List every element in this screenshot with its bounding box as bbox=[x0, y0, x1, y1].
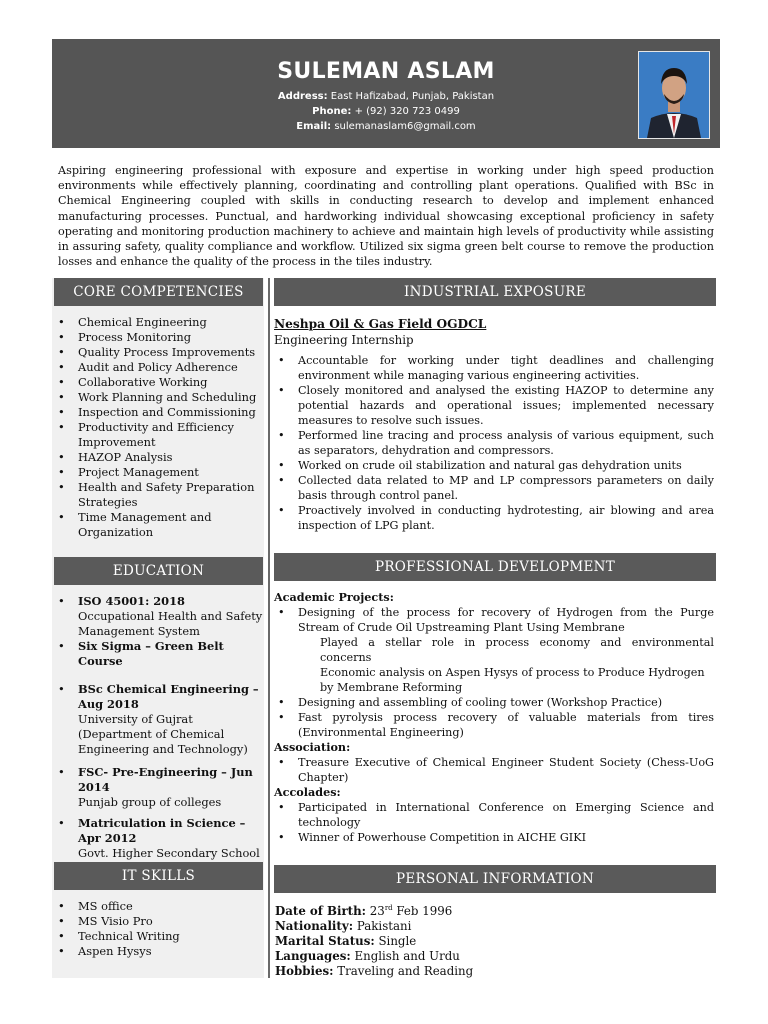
education-item-bsc bbox=[54, 682, 266, 757]
accolades-label: Accolades: bbox=[274, 785, 341, 799]
professional-development-section bbox=[274, 590, 714, 845]
project-subpoint: Played a stellar role in process economy and environmental concerns bbox=[320, 636, 714, 664]
professional-development-heading: PROFESSIONAL DEVELOPMENT bbox=[274, 553, 716, 581]
languages-label: Languages: bbox=[275, 948, 351, 963]
competency-item: • Health and Safety Preparation Strategies bbox=[54, 480, 266, 510]
accolade-item bbox=[274, 830, 714, 845]
accolades-list bbox=[274, 800, 714, 845]
duty-item: • Accountable for working under tight deadlines and challenging environment while managing various engineering activities. bbox=[274, 353, 714, 383]
core-competencies-list bbox=[54, 315, 266, 540]
project-item bbox=[274, 710, 714, 740]
it-skill-item: • Aspen Hysys bbox=[54, 944, 266, 959]
duty-item: • Closely monitored and analysed the existing HAZOP to determine any potential hazards and operational issues; implemented necessary measures to resolve such issues. bbox=[274, 383, 714, 428]
column-divider bbox=[268, 278, 270, 978]
competency-item: • Time Management and Organization bbox=[54, 510, 266, 540]
it-skill-item: • MS office bbox=[54, 899, 266, 914]
phone-line bbox=[52, 106, 720, 117]
industrial-duties-list bbox=[274, 353, 714, 533]
duty-item: • Collected data related to MP and LP compressors parameters on daily basis through control panel. bbox=[274, 473, 714, 503]
education-heading: EDUCATION bbox=[54, 557, 263, 585]
academic-projects-label: Academic Projects: bbox=[274, 590, 394, 604]
languages-value: English and Urdu bbox=[350, 948, 460, 963]
phone-value: + (92) 320 723 0499 bbox=[351, 106, 460, 117]
dob-row bbox=[275, 901, 715, 919]
competency-item: • Audit and Policy Adherence bbox=[54, 360, 266, 375]
company-name: Neshpa Oil & Gas Field OGDCL bbox=[274, 317, 487, 331]
it-skill-item: • MS Visio Pro bbox=[54, 914, 266, 929]
resume-header bbox=[52, 39, 720, 148]
academic-projects-list-continued bbox=[274, 695, 714, 740]
duty-item: • Performed line tracing and process analysis of various equipment, such as separators, dehydration and compressors. bbox=[274, 428, 714, 458]
dob-day: 23 bbox=[366, 903, 385, 918]
address-label: Address: bbox=[277, 91, 328, 102]
hobbies-row bbox=[275, 964, 715, 979]
nationality-label: Nationality: bbox=[275, 918, 354, 933]
competency-item: • Chemical Engineering bbox=[54, 315, 266, 330]
dob-suffix: rd bbox=[384, 904, 393, 912]
job-role: Engineering Internship bbox=[274, 333, 414, 347]
industrial-exposure-section bbox=[274, 316, 714, 533]
address-value: East Hafizabad, Punjab, Pakistan bbox=[327, 91, 495, 102]
marital-value: Single bbox=[374, 933, 417, 948]
project-text: Fast pyrolysis process recovery of valuable materials from tires (Environmental Engineering) bbox=[298, 711, 714, 739]
marital-row bbox=[275, 934, 715, 949]
competency-item: • Collaborative Working bbox=[54, 375, 266, 390]
nationality-row bbox=[275, 919, 715, 934]
dob-label: Date of Birth: bbox=[275, 903, 367, 918]
hobbies-value: Traveling and Reading bbox=[333, 963, 474, 978]
academic-projects-list bbox=[274, 605, 714, 635]
marital-label: Marital Status: bbox=[275, 933, 375, 948]
education-detail: Punjab group of colleges bbox=[78, 795, 222, 809]
hobbies-label: Hobbies: bbox=[275, 963, 334, 978]
project-item bbox=[274, 605, 714, 635]
profile-photo bbox=[638, 51, 710, 139]
dob-month-year: Feb 1996 bbox=[392, 903, 453, 918]
email-label: Email: bbox=[296, 121, 332, 132]
education-detail: Govt. Higher Secondary School bbox=[78, 846, 260, 860]
competency-item: • Work Planning and Scheduling bbox=[54, 390, 266, 405]
education-title: BSc Chemical Engineering – Aug 2018 bbox=[78, 682, 259, 711]
personal-information-section bbox=[275, 901, 715, 979]
core-competencies-section bbox=[54, 315, 266, 540]
competency-item: • HAZOP Analysis bbox=[54, 450, 266, 465]
association-text: Treasure Executive of Chemical Engineer Student Society (Chess-UoG Chapter) bbox=[298, 756, 714, 784]
it-skills-list bbox=[54, 899, 266, 959]
project-text: Designing and assembling of cooling tower (Workshop Practice) bbox=[298, 696, 663, 709]
email-line bbox=[52, 121, 720, 132]
competency-item: • Inspection and Commissioning bbox=[54, 405, 266, 420]
education-item-fsc bbox=[54, 765, 266, 810]
education-title: FSC- Pre-Engineering – Jun 2014 bbox=[78, 765, 253, 794]
association-list bbox=[274, 755, 714, 785]
email-value: sulemanaslam6@gmail.com bbox=[331, 121, 476, 132]
duty-item: • Worked on crude oil stabilization and natural gas dehydration units bbox=[274, 458, 714, 473]
candidate-name: SULEMAN ASLAM bbox=[277, 59, 495, 84]
education-title: ISO 45001: 2018 bbox=[78, 594, 185, 608]
address-line bbox=[52, 91, 720, 102]
association-item bbox=[274, 755, 714, 785]
association-label: Association: bbox=[274, 740, 351, 754]
competency-item: • Process Monitoring bbox=[54, 330, 266, 345]
nationality-value: Pakistani bbox=[353, 918, 412, 933]
professional-summary: Aspiring engineering professional with exposure and expertise in working under high speed production environments while effectively planning, coordinating and controlling plant operations. Qualified with BSc in Chemical Engineering coupled with skills in conducting research to develop and implement enhanced manufacturing processes. Punctual, and hardworking individual showcasing exceptional proficiency in safety operating and monitoring production machinery to achieve and maintain high levels of productivity while assisting in assuring safety, quality compliance and workflow. Utilized six sigma green belt course to remove the production losses and enhance the quality of the process in the tiles industry. bbox=[58, 164, 714, 269]
education-list bbox=[54, 594, 266, 861]
project-text: Designing of the process for recovery of Hydrogen from the Purge Stream of Crude Oil Upstreaming Plant Using Membrane bbox=[298, 606, 714, 634]
education-detail: University of Gujrat (Department of Chemical Engineering and Technology) bbox=[78, 712, 248, 756]
accolade-item bbox=[274, 800, 714, 830]
duty-item: • Proactively involved in conducting hydrotesting, air blowing and area inspection of LPG plant. bbox=[274, 503, 714, 533]
accolade-text: Winner of Powerhouse Competition in AICHE GIKI bbox=[298, 831, 587, 844]
competency-item: • Productivity and Efficiency Improvement bbox=[54, 420, 266, 450]
competency-item: • Project Management bbox=[54, 465, 266, 480]
education-item-matric bbox=[54, 816, 266, 861]
personal-information-heading: PERSONAL INFORMATION bbox=[274, 865, 716, 893]
education-detail: Occupational Health and Safety Management System bbox=[78, 609, 263, 638]
education-title: Six Sigma – Green Belt Course bbox=[78, 639, 224, 668]
it-skill-item: • Technical Writing bbox=[54, 929, 266, 944]
industrial-exposure-heading: INDUSTRIAL EXPOSURE bbox=[274, 278, 716, 306]
it-skills-heading: IT SKILLS bbox=[54, 862, 263, 890]
project-subpoint: Economic analysis on Aspen Hysys of process to Produce Hydrogen by Membrane Reforming bbox=[320, 666, 705, 694]
project-item bbox=[274, 695, 714, 710]
education-title: Matriculation in Science – Apr 2012 bbox=[78, 816, 246, 845]
accolade-text: Participated in International Conference on Emerging Science and technology bbox=[298, 801, 714, 829]
competency-item: • Quality Process Improvements bbox=[54, 345, 266, 360]
education-item-iso bbox=[54, 594, 266, 639]
education-item-six-sigma bbox=[54, 639, 266, 669]
core-competencies-heading: CORE COMPETENCIES bbox=[54, 278, 263, 306]
it-skills-section bbox=[54, 899, 266, 959]
education-section bbox=[54, 594, 266, 861]
languages-row bbox=[275, 949, 715, 964]
phone-label: Phone: bbox=[312, 106, 352, 117]
